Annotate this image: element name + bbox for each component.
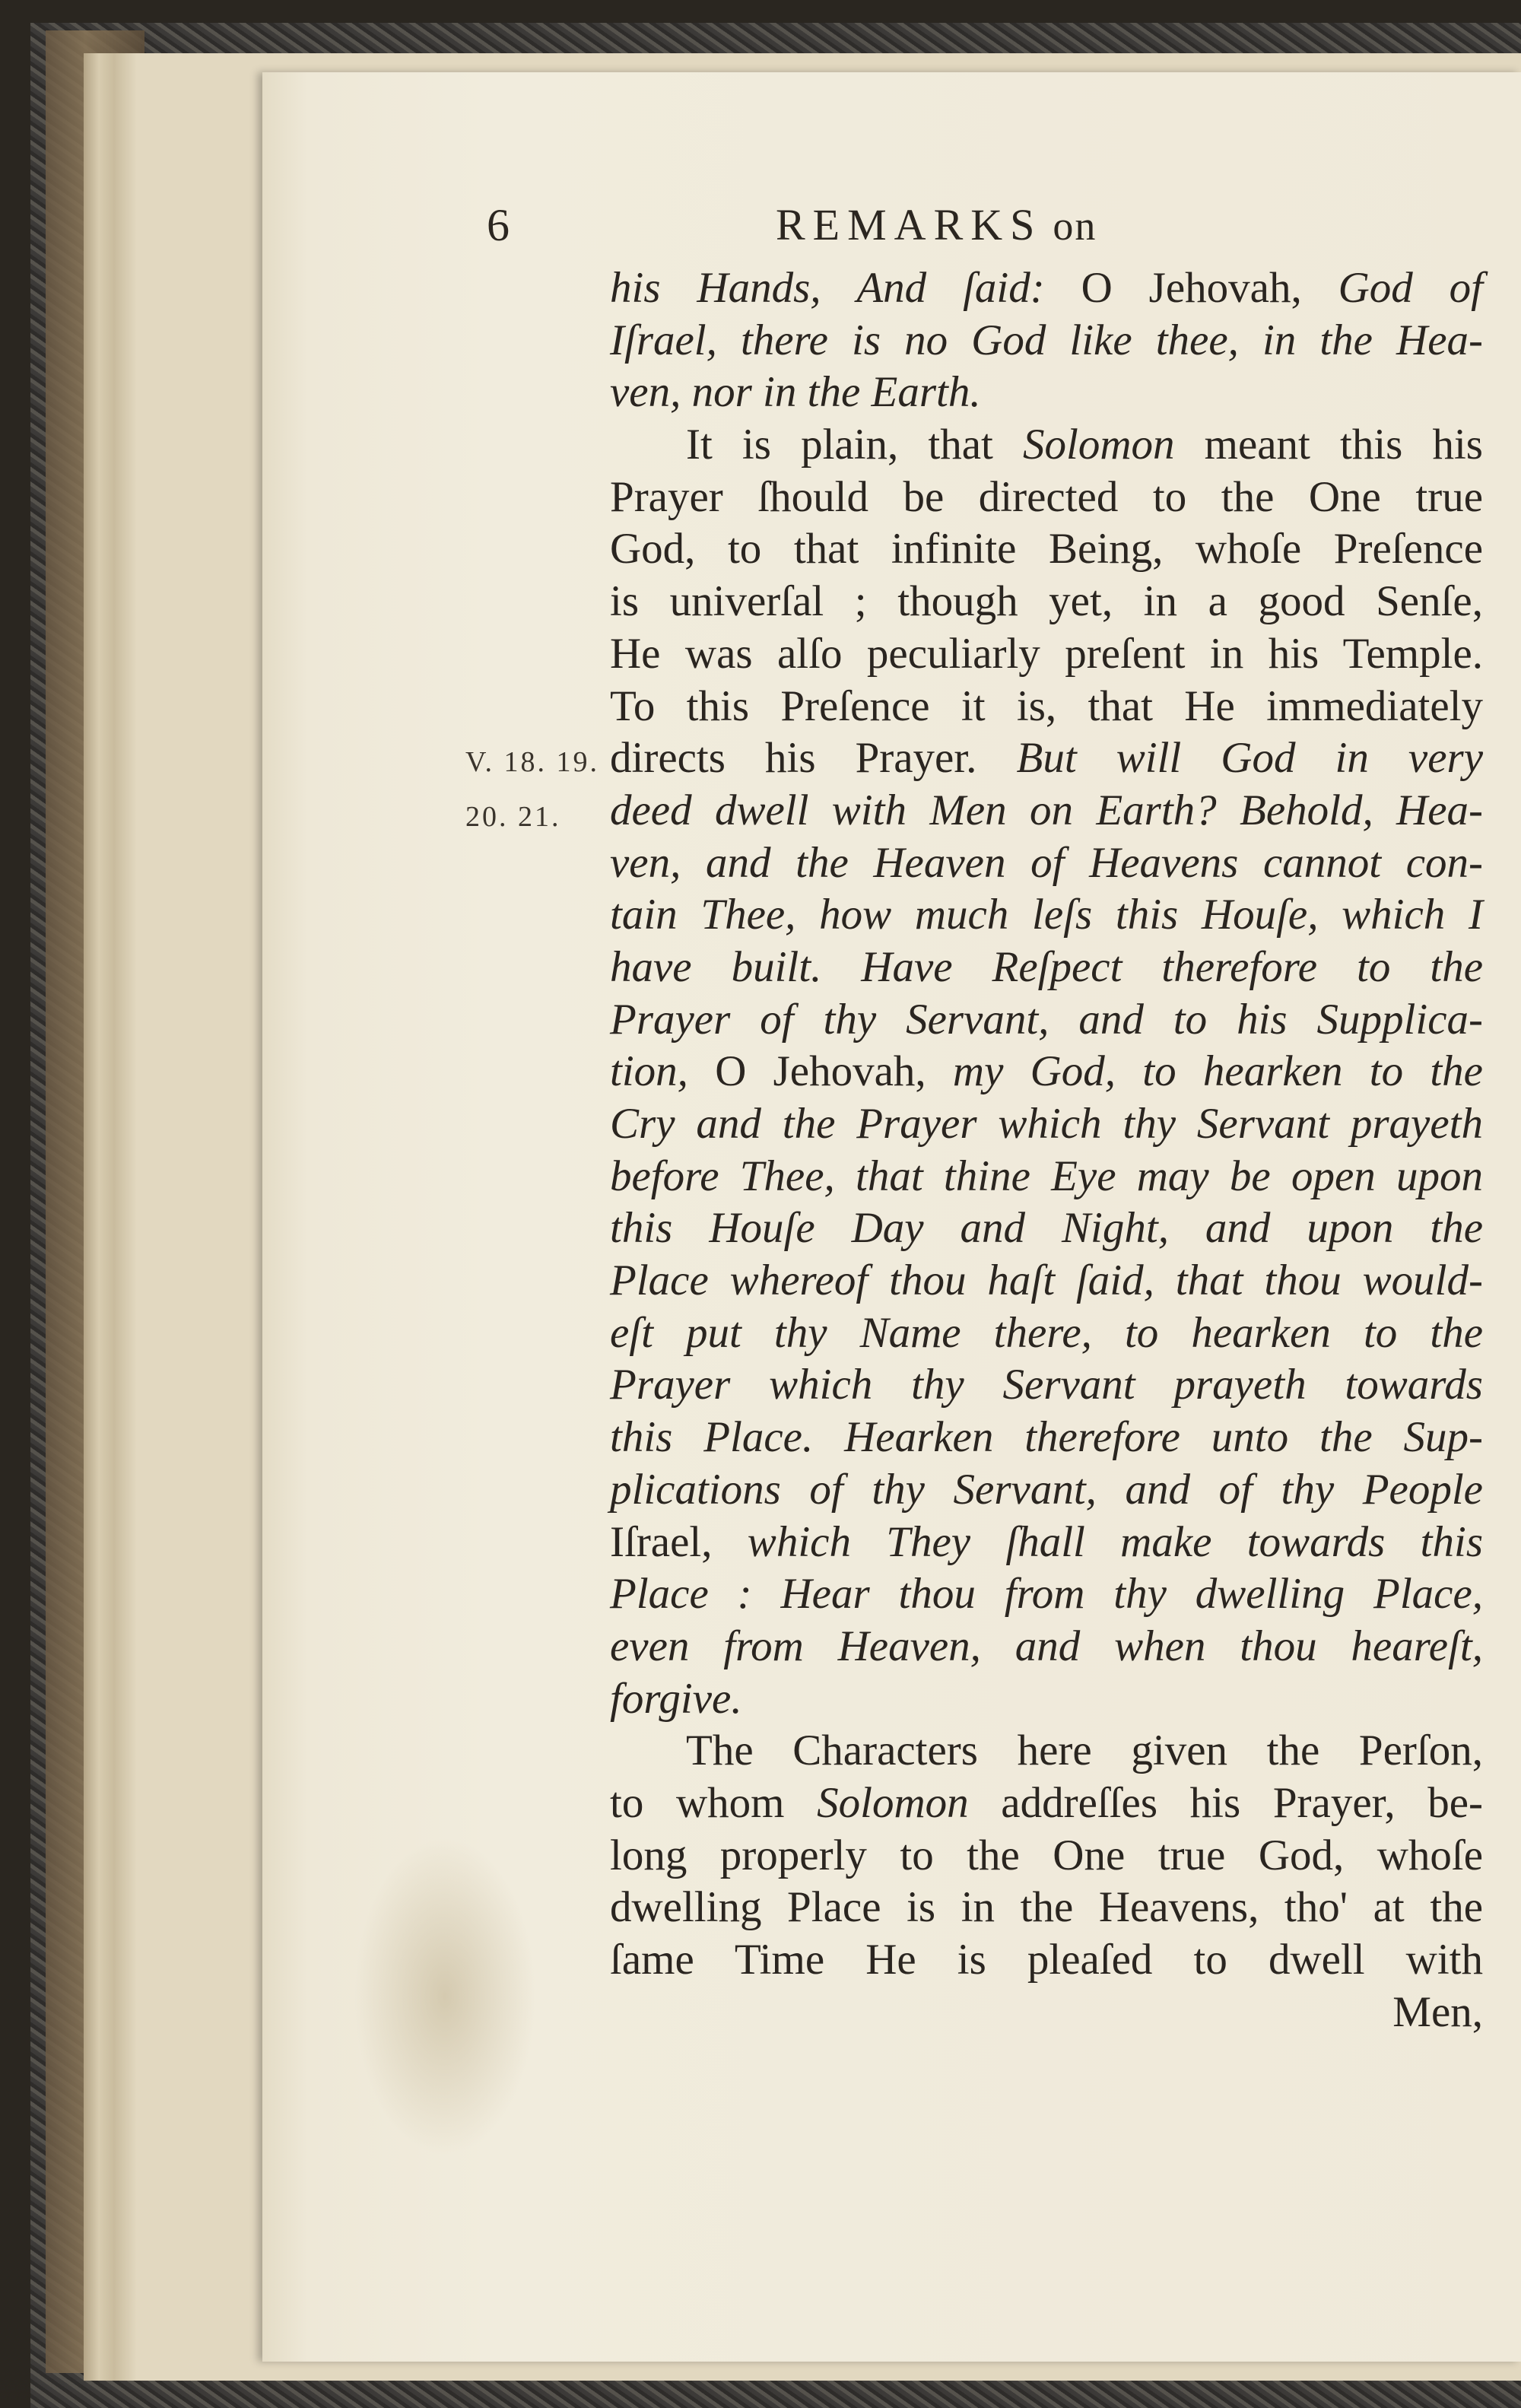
margin-note-verse: V. 18. 19. xyxy=(465,746,600,778)
italic-text: ven, and the Heaven of Heavens cannot con- xyxy=(610,838,1483,887)
text-line xyxy=(610,472,1483,524)
running-head-title: REMARKS xyxy=(776,200,1043,249)
text-line xyxy=(610,837,1483,890)
roman-text: addreſſes his Prayer, be- xyxy=(968,1778,1483,1827)
italic-text: this Place. Hearken therefore unto the Sup- xyxy=(610,1413,1483,1462)
text-line xyxy=(610,1151,1483,1203)
roman-text: O Jehovah, xyxy=(715,1047,953,1096)
text-line xyxy=(610,1517,1483,1569)
roman-text: God, to that infinite Being, whoſe Preſence xyxy=(610,525,1483,573)
italic-text: Cry and the Prayer which thy Servant prayeth xyxy=(610,1100,1483,1148)
text-line xyxy=(610,576,1483,628)
roman-text: The Characters here given the Perſon, xyxy=(686,1727,1483,1775)
roman-text: To this Preſence it is, that He immediately xyxy=(610,681,1483,730)
text-line xyxy=(610,315,1483,367)
text-line xyxy=(610,785,1483,837)
text-line xyxy=(610,1987,1483,2039)
roman-text: He was alſo peculiarly preſent in his Temple. xyxy=(610,629,1483,678)
italic-text: my God, to hearken to the xyxy=(952,1047,1483,1096)
italic-text: tain Thee, how much leſs this Houſe, which I xyxy=(610,891,1483,939)
margin-note-verse-continued: 20. 21. xyxy=(465,801,561,833)
italic-text: Prayer of thy Servant, and to his Supplica- xyxy=(610,995,1483,1044)
italic-text: Prayer which thy Servant prayeth towards xyxy=(610,1361,1483,1409)
italic-text: Place whereof thou haſt ſaid, that thou would- xyxy=(610,1256,1483,1305)
text-line xyxy=(610,994,1483,1047)
italic-text: which They ſhall make towards this xyxy=(747,1517,1484,1566)
text-line xyxy=(610,419,1483,472)
text-line xyxy=(610,262,1483,315)
text-line xyxy=(610,1777,1483,1830)
text-line xyxy=(610,732,1483,785)
text-line xyxy=(610,1725,1483,1777)
text-line xyxy=(610,523,1483,576)
text-line xyxy=(610,1255,1483,1307)
running-head xyxy=(776,199,1097,250)
text-line xyxy=(610,1046,1483,1098)
italic-text: plications of thy Servant, and of thy People xyxy=(610,1465,1483,1514)
italic-text: Place : Hear thou from thy dwelling Place, xyxy=(610,1570,1483,1619)
italic-text: But will God in very xyxy=(1016,734,1483,783)
text-line xyxy=(610,1673,1483,1726)
text-line xyxy=(610,1202,1483,1255)
roman-text: to whom xyxy=(610,1778,818,1827)
italic-text: tion, xyxy=(610,1047,716,1096)
text-line xyxy=(610,681,1483,733)
text-line xyxy=(610,1464,1483,1517)
roman-text: directs his Prayer. xyxy=(610,734,1017,783)
text-line xyxy=(610,1882,1483,1934)
text-line xyxy=(610,1934,1483,1987)
italic-text: his Hands, And ſaid: xyxy=(610,264,1081,312)
italic-text: even from Heaven, and when thou heareſt, xyxy=(610,1622,1483,1670)
running-head-suffix: on xyxy=(1053,203,1097,249)
text-line xyxy=(610,1307,1483,1360)
italic-text: before Thee, that thine Eye may be open upon xyxy=(610,1152,1483,1200)
italic-text: Iſrael, there is no God like thee, in the Hea- xyxy=(610,316,1483,364)
roman-text: is univerſal ; though yet, in a good Senſe, xyxy=(610,577,1483,626)
roman-text: ſame Time He is pleaſed to dwell with xyxy=(610,1936,1483,1984)
text-line xyxy=(610,1621,1483,1673)
roman-text: meant this his xyxy=(1174,421,1483,469)
italic-text: Solomon xyxy=(1023,421,1175,469)
roman-text: Iſrael, xyxy=(610,1517,748,1566)
text-line xyxy=(610,628,1483,681)
roman-text: Men, xyxy=(1392,1987,1483,2036)
page-number: 6 xyxy=(487,200,510,250)
italic-text: deed dwell with Men on Earth? Behold, Hea- xyxy=(610,786,1483,834)
text-line xyxy=(610,1359,1483,1412)
italic-text: God of xyxy=(1338,264,1483,312)
italic-text: this Houſe Day and Night, and upon the xyxy=(610,1204,1483,1253)
text-line xyxy=(610,942,1483,994)
page-stain xyxy=(354,1837,536,2156)
text-line xyxy=(610,367,1483,419)
roman-text: It is plain, that xyxy=(686,421,1023,469)
italic-text: ven, nor in the Earth. xyxy=(610,368,981,417)
roman-text: dwelling Place is in the Heavens, tho' at the xyxy=(610,1883,1483,1932)
text-line xyxy=(610,889,1483,942)
italic-text: Solomon xyxy=(817,1778,969,1827)
body-text xyxy=(610,262,1483,2038)
roman-text: O Jehovah, xyxy=(1081,264,1338,312)
roman-text: long properly to the One true God, whoſe xyxy=(610,1831,1483,1879)
text-line xyxy=(610,1098,1483,1151)
roman-text: Prayer ſhould be directed to the One true xyxy=(610,472,1483,521)
italic-text: eſt put thy Name there, to hearken to the xyxy=(610,1308,1483,1357)
italic-text: have built. Have Reſpect therefore to the xyxy=(610,942,1483,991)
text-line xyxy=(610,1830,1483,1882)
text-line xyxy=(610,1568,1483,1621)
text-line xyxy=(610,1412,1483,1464)
italic-text: forgive. xyxy=(610,1674,742,1723)
